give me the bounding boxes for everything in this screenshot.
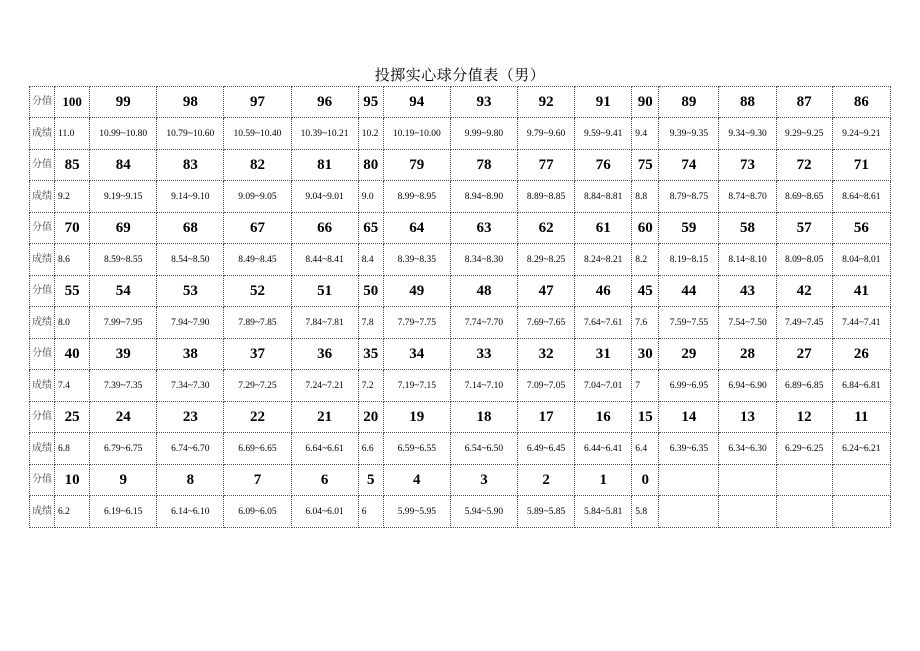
points-cell: 93 xyxy=(450,87,517,118)
points-cell: 68 xyxy=(157,213,224,244)
points-label: 分值 xyxy=(30,87,55,118)
result-row xyxy=(30,370,891,402)
result-cell: 6.94~6.90 xyxy=(719,370,776,402)
result-cell: 7.34~7.30 xyxy=(157,370,224,402)
result-cell: 6.4 xyxy=(632,433,659,465)
result-cell: 7.29~7.25 xyxy=(224,370,291,402)
result-cell: 8.99~8.95 xyxy=(383,181,450,213)
points-cell: 83 xyxy=(157,150,224,181)
result-label: 成绩 xyxy=(30,244,55,276)
points-cell: 2 xyxy=(518,465,575,496)
points-cell: 22 xyxy=(224,402,291,433)
points-cell: 86 xyxy=(832,87,890,118)
result-cell: 10.99~10.80 xyxy=(90,118,157,150)
result-cell: 6.84~6.81 xyxy=(832,370,890,402)
points-cell: 20 xyxy=(358,402,383,433)
result-cell: 8.04~8.01 xyxy=(832,244,890,276)
result-cell: 9.99~9.80 xyxy=(450,118,517,150)
points-label: 分值 xyxy=(30,213,55,244)
points-cell: 61 xyxy=(575,213,632,244)
points-cell: 67 xyxy=(224,213,291,244)
points-label: 分值 xyxy=(30,465,55,496)
points-cell: 100 xyxy=(55,87,90,118)
result-cell: 8.54~8.50 xyxy=(157,244,224,276)
points-row xyxy=(30,402,891,433)
points-cell: 57 xyxy=(776,213,832,244)
result-cell: 7.14~7.10 xyxy=(450,370,517,402)
result-cell: 8.84~8.81 xyxy=(575,181,632,213)
result-cell: 6.04~6.01 xyxy=(291,496,358,528)
result-cell: 6 xyxy=(358,496,383,528)
result-cell: 6.49~6.45 xyxy=(518,433,575,465)
result-cell: 9.39~9.35 xyxy=(659,118,719,150)
result-cell: 6.2 xyxy=(55,496,90,528)
result-cell: 6.89~6.85 xyxy=(776,370,832,402)
result-cell: 7.2 xyxy=(358,370,383,402)
points-cell: 32 xyxy=(518,339,575,370)
result-cell: 8.79~8.75 xyxy=(659,181,719,213)
result-label: 成绩 xyxy=(30,118,55,150)
points-cell: 73 xyxy=(719,150,776,181)
points-row xyxy=(30,150,891,181)
points-cell: 89 xyxy=(659,87,719,118)
points-cell: 44 xyxy=(659,276,719,307)
points-cell: 43 xyxy=(719,276,776,307)
points-cell: 17 xyxy=(518,402,575,433)
points-cell: 27 xyxy=(776,339,832,370)
result-cell: 7.39~7.35 xyxy=(90,370,157,402)
points-cell: 31 xyxy=(575,339,632,370)
points-cell: 69 xyxy=(90,213,157,244)
points-label: 分值 xyxy=(30,150,55,181)
result-cell: 7.64~7.61 xyxy=(575,307,632,339)
points-cell: 97 xyxy=(224,87,291,118)
result-cell: 7.84~7.81 xyxy=(291,307,358,339)
result-cell: 6.39~6.35 xyxy=(659,433,719,465)
result-cell xyxy=(832,496,890,528)
points-cell: 21 xyxy=(291,402,358,433)
points-cell: 7 xyxy=(224,465,291,496)
points-cell: 92 xyxy=(518,87,575,118)
points-cell xyxy=(776,465,832,496)
points-cell: 36 xyxy=(291,339,358,370)
result-cell: 6.74~6.70 xyxy=(157,433,224,465)
result-cell: 7.44~7.41 xyxy=(832,307,890,339)
result-cell: 6.09~6.05 xyxy=(224,496,291,528)
result-cell: 7.54~7.50 xyxy=(719,307,776,339)
result-row xyxy=(30,496,891,528)
points-cell: 1 xyxy=(575,465,632,496)
result-cell: 7.69~7.65 xyxy=(518,307,575,339)
points-cell: 3 xyxy=(450,465,517,496)
result-cell: 8.34~8.30 xyxy=(450,244,517,276)
points-cell: 56 xyxy=(832,213,890,244)
points-row xyxy=(30,87,891,118)
result-cell: 5.99~5.95 xyxy=(383,496,450,528)
points-row xyxy=(30,276,891,307)
result-row xyxy=(30,244,891,276)
result-cell: 9.59~9.41 xyxy=(575,118,632,150)
points-cell: 5 xyxy=(358,465,383,496)
points-cell: 35 xyxy=(358,339,383,370)
result-cell: 8.19~8.15 xyxy=(659,244,719,276)
points-cell: 55 xyxy=(55,276,90,307)
result-cell: 8.89~8.85 xyxy=(518,181,575,213)
points-cell: 0 xyxy=(632,465,659,496)
result-cell: 6.29~6.25 xyxy=(776,433,832,465)
result-cell: 8.09~8.05 xyxy=(776,244,832,276)
points-cell: 66 xyxy=(291,213,358,244)
points-cell: 16 xyxy=(575,402,632,433)
result-cell: 10.39~10.21 xyxy=(291,118,358,150)
points-cell: 82 xyxy=(224,150,291,181)
points-cell: 25 xyxy=(55,402,90,433)
points-cell: 78 xyxy=(450,150,517,181)
result-cell xyxy=(719,496,776,528)
points-cell: 51 xyxy=(291,276,358,307)
result-cell: 8.6 xyxy=(55,244,90,276)
result-cell: 8.24~8.21 xyxy=(575,244,632,276)
result-cell: 5.89~5.85 xyxy=(518,496,575,528)
points-label: 分值 xyxy=(30,402,55,433)
result-cell: 8.2 xyxy=(632,244,659,276)
result-row xyxy=(30,433,891,465)
result-cell: 10.19~10.00 xyxy=(383,118,450,150)
result-cell: 8.4 xyxy=(358,244,383,276)
points-cell: 19 xyxy=(383,402,450,433)
result-cell: 9.09~9.05 xyxy=(224,181,291,213)
result-cell: 6.59~6.55 xyxy=(383,433,450,465)
result-cell: 6.19~6.15 xyxy=(90,496,157,528)
result-cell: 8.74~8.70 xyxy=(719,181,776,213)
result-cell: 6.6 xyxy=(358,433,383,465)
result-label: 成绩 xyxy=(30,433,55,465)
points-cell: 37 xyxy=(224,339,291,370)
points-cell: 40 xyxy=(55,339,90,370)
result-cell: 6.44~6.41 xyxy=(575,433,632,465)
result-cell: 7.74~7.70 xyxy=(450,307,517,339)
points-cell: 50 xyxy=(358,276,383,307)
result-row xyxy=(30,307,891,339)
points-cell: 39 xyxy=(90,339,157,370)
result-label: 成绩 xyxy=(30,181,55,213)
points-cell: 59 xyxy=(659,213,719,244)
result-cell: 8.49~8.45 xyxy=(224,244,291,276)
points-cell: 11 xyxy=(832,402,890,433)
points-cell: 24 xyxy=(90,402,157,433)
result-cell: 7.6 xyxy=(632,307,659,339)
result-row xyxy=(30,118,891,150)
points-cell: 87 xyxy=(776,87,832,118)
points-cell: 29 xyxy=(659,339,719,370)
result-cell: 9.04~9.01 xyxy=(291,181,358,213)
points-cell: 53 xyxy=(157,276,224,307)
points-cell: 34 xyxy=(383,339,450,370)
result-cell: 6.14~6.10 xyxy=(157,496,224,528)
points-cell: 23 xyxy=(157,402,224,433)
result-cell xyxy=(659,496,719,528)
points-cell: 94 xyxy=(383,87,450,118)
result-cell: 8.29~8.25 xyxy=(518,244,575,276)
result-cell: 7.99~7.95 xyxy=(90,307,157,339)
points-cell: 49 xyxy=(383,276,450,307)
points-cell: 91 xyxy=(575,87,632,118)
result-cell: 7.4 xyxy=(55,370,90,402)
points-cell: 54 xyxy=(90,276,157,307)
result-cell: 8.94~8.90 xyxy=(450,181,517,213)
result-cell: 6.64~6.61 xyxy=(291,433,358,465)
points-cell: 12 xyxy=(776,402,832,433)
result-cell: 11.0 xyxy=(55,118,90,150)
points-cell: 80 xyxy=(358,150,383,181)
points-cell: 28 xyxy=(719,339,776,370)
score-table-body xyxy=(30,87,891,528)
result-cell: 7.94~7.90 xyxy=(157,307,224,339)
points-cell: 10 xyxy=(55,465,90,496)
result-cell: 8.69~8.65 xyxy=(776,181,832,213)
points-cell: 58 xyxy=(719,213,776,244)
points-cell: 46 xyxy=(575,276,632,307)
result-cell: 7.24~7.21 xyxy=(291,370,358,402)
result-cell: 7.79~7.75 xyxy=(383,307,450,339)
points-cell: 99 xyxy=(90,87,157,118)
result-cell: 8.0 xyxy=(55,307,90,339)
result-label: 成绩 xyxy=(30,496,55,528)
result-label: 成绩 xyxy=(30,370,55,402)
points-cell: 98 xyxy=(157,87,224,118)
result-cell: 10.2 xyxy=(358,118,383,150)
result-cell: 7.49~7.45 xyxy=(776,307,832,339)
points-cell: 33 xyxy=(450,339,517,370)
points-cell xyxy=(832,465,890,496)
result-cell: 6.8 xyxy=(55,433,90,465)
result-cell: 10.59~10.40 xyxy=(224,118,291,150)
points-row xyxy=(30,213,891,244)
points-cell: 9 xyxy=(90,465,157,496)
points-cell: 47 xyxy=(518,276,575,307)
result-cell: 8.59~8.55 xyxy=(90,244,157,276)
points-cell: 76 xyxy=(575,150,632,181)
points-cell: 95 xyxy=(358,87,383,118)
result-cell: 7.89~7.85 xyxy=(224,307,291,339)
points-cell: 79 xyxy=(383,150,450,181)
result-cell: 8.14~8.10 xyxy=(719,244,776,276)
points-cell: 96 xyxy=(291,87,358,118)
result-cell: 9.29~9.25 xyxy=(776,118,832,150)
points-cell: 4 xyxy=(383,465,450,496)
result-cell: 8.44~8.41 xyxy=(291,244,358,276)
points-cell: 71 xyxy=(832,150,890,181)
result-cell: 7 xyxy=(632,370,659,402)
result-cell: 5.84~5.81 xyxy=(575,496,632,528)
result-cell: 10.79~10.60 xyxy=(157,118,224,150)
points-cell: 90 xyxy=(632,87,659,118)
points-cell: 26 xyxy=(832,339,890,370)
points-cell: 75 xyxy=(632,150,659,181)
points-cell: 84 xyxy=(90,150,157,181)
score-table xyxy=(29,86,891,528)
points-cell: 8 xyxy=(157,465,224,496)
result-cell: 6.69~6.65 xyxy=(224,433,291,465)
points-cell: 14 xyxy=(659,402,719,433)
points-cell: 88 xyxy=(719,87,776,118)
points-label: 分值 xyxy=(30,339,55,370)
result-cell: 9.4 xyxy=(632,118,659,150)
points-cell: 77 xyxy=(518,150,575,181)
result-cell: 6.54~6.50 xyxy=(450,433,517,465)
result-cell: 6.79~6.75 xyxy=(90,433,157,465)
points-cell: 48 xyxy=(450,276,517,307)
points-cell: 74 xyxy=(659,150,719,181)
result-cell: 9.0 xyxy=(358,181,383,213)
result-cell: 9.14~9.10 xyxy=(157,181,224,213)
result-cell: 9.19~9.15 xyxy=(90,181,157,213)
points-cell: 60 xyxy=(632,213,659,244)
result-cell: 9.24~9.21 xyxy=(832,118,890,150)
result-cell: 7.59~7.55 xyxy=(659,307,719,339)
points-cell: 64 xyxy=(383,213,450,244)
result-cell: 8.64~8.61 xyxy=(832,181,890,213)
result-cell: 9.79~9.60 xyxy=(518,118,575,150)
points-cell: 13 xyxy=(719,402,776,433)
result-label: 成绩 xyxy=(30,307,55,339)
result-cell: 8.39~8.35 xyxy=(383,244,450,276)
points-cell: 42 xyxy=(776,276,832,307)
result-cell: 6.24~6.21 xyxy=(832,433,890,465)
points-cell: 65 xyxy=(358,213,383,244)
points-row xyxy=(30,465,891,496)
result-cell: 8.8 xyxy=(632,181,659,213)
points-cell: 45 xyxy=(632,276,659,307)
result-cell: 6.99~6.95 xyxy=(659,370,719,402)
points-cell: 72 xyxy=(776,150,832,181)
points-cell: 52 xyxy=(224,276,291,307)
result-cell: 7.04~7.01 xyxy=(575,370,632,402)
page-title: 投掷实心球分值表（男） xyxy=(374,66,546,84)
points-label: 分值 xyxy=(30,276,55,307)
points-cell: 30 xyxy=(632,339,659,370)
points-cell: 81 xyxy=(291,150,358,181)
result-row xyxy=(30,181,891,213)
result-cell: 7.8 xyxy=(358,307,383,339)
points-cell: 18 xyxy=(450,402,517,433)
result-cell: 7.19~7.15 xyxy=(383,370,450,402)
result-cell: 9.2 xyxy=(55,181,90,213)
points-cell: 38 xyxy=(157,339,224,370)
result-cell xyxy=(776,496,832,528)
points-cell: 6 xyxy=(291,465,358,496)
points-cell xyxy=(719,465,776,496)
points-cell: 63 xyxy=(450,213,517,244)
points-cell: 85 xyxy=(55,150,90,181)
points-cell: 62 xyxy=(518,213,575,244)
result-cell: 6.34~6.30 xyxy=(719,433,776,465)
points-cell: 70 xyxy=(55,213,90,244)
points-row xyxy=(30,339,891,370)
result-cell: 5.94~5.90 xyxy=(450,496,517,528)
result-cell: 5.8 xyxy=(632,496,659,528)
result-cell: 9.34~9.30 xyxy=(719,118,776,150)
points-cell: 15 xyxy=(632,402,659,433)
points-cell: 41 xyxy=(832,276,890,307)
result-cell: 7.09~7.05 xyxy=(518,370,575,402)
points-cell xyxy=(659,465,719,496)
